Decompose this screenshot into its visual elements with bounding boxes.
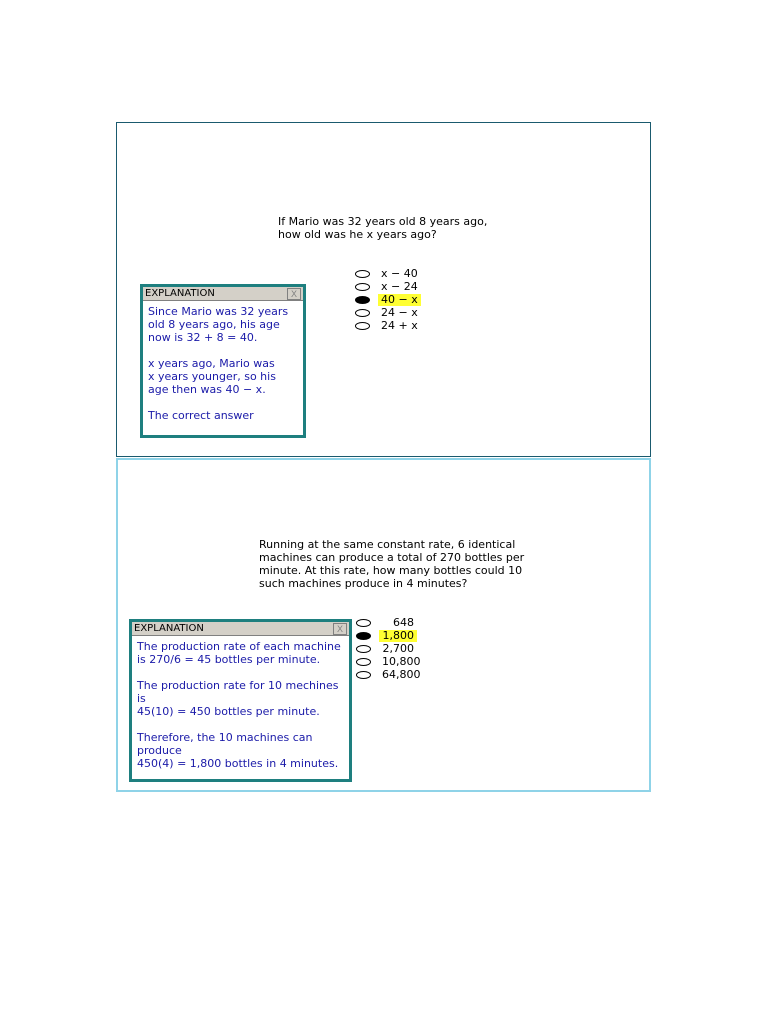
radio-button[interactable] [355,283,370,291]
choice-label-highlighted: 40 − x [378,294,421,306]
choice-label-highlighted: 1,800 [379,630,417,642]
answer-choice[interactable] [355,306,421,319]
explanation-body [132,636,349,779]
explanation-window [129,619,352,782]
question-panel-1 [116,122,651,457]
explanation-title: EXPLANATION [134,623,204,634]
radio-button[interactable] [356,658,371,666]
choice-label: x − 24 [381,279,418,293]
explanation-paragraph: Since Mario was 32 years old 8 years ago, his age now is 32 + 8 = 40. [148,305,289,344]
close-icon[interactable]: X [287,288,301,300]
radio-button[interactable] [355,270,370,278]
question-panel-2 [116,458,651,792]
choice-label: 64,800 [382,667,421,681]
answer-choice-selected[interactable] [356,629,417,642]
answer-choice[interactable] [355,319,421,332]
radio-button[interactable] [356,645,371,653]
answer-choices [356,615,421,681]
answer-choice[interactable] [356,654,421,668]
radio-button-selected[interactable] [356,632,371,640]
answer-choice[interactable] [356,667,421,681]
radio-button[interactable] [356,619,371,627]
explanation-titlebar[interactable] [143,287,303,301]
answer-choices [355,267,421,332]
choice-label: 24 − x [381,305,418,319]
choice-label: 648 [393,615,414,629]
choice-label: 2,700 [382,641,414,655]
answer-choice-selected[interactable] [355,293,421,306]
choice-label: x − 40 [381,266,418,280]
explanation-paragraph: x years ago, Mario was x years younger, so his age then was 40 − x. [148,357,276,396]
question-text: If Mario was 32 years old 8 years ago, how old was he x years ago? [278,215,488,241]
answer-choice[interactable] [355,267,421,280]
explanation-body [143,301,303,435]
radio-button[interactable] [355,322,370,330]
explanation-paragraph: The correct answer [148,409,254,422]
radio-button-selected[interactable] [355,296,370,304]
question-text: Running at the same constant rate, 6 identical machines can produce a total of 270 bottles per minute. At this rate, how many bottles could 10 such machines produce in 4 minutes? [259,538,525,590]
radio-button[interactable] [355,309,370,317]
choice-label: 24 + x [381,318,418,332]
explanation-paragraph: The production rate for 10 mechines is 45(10) = 450 bottles per minute. [137,679,339,718]
close-icon[interactable]: X [333,623,347,635]
explanation-window [140,284,306,438]
answer-choice[interactable] [355,280,421,293]
explanation-titlebar[interactable] [132,622,349,636]
explanation-paragraph: The production rate of each machine is 270/6 = 45 bottles per minute. [137,640,341,666]
choice-label: 10,800 [382,654,421,668]
radio-button[interactable] [356,671,371,679]
explanation-title: EXPLANATION [145,288,215,299]
answer-choice[interactable] [356,642,417,655]
answer-choice[interactable] [356,616,417,629]
explanation-paragraph: Therefore, the 10 machines can produce 450(4) = 1,800 bottles in 4 minutes. [137,731,339,770]
